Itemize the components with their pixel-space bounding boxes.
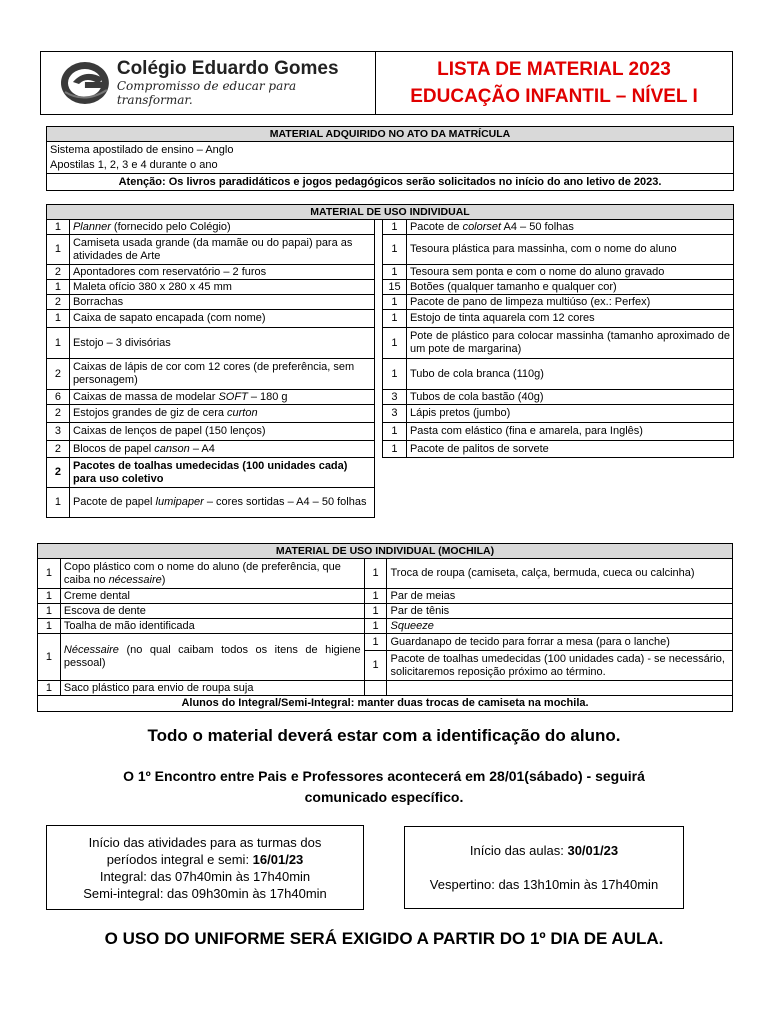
item: Par de meias <box>387 589 733 604</box>
qty <box>383 458 407 488</box>
item: Estojos grandes de giz de cera curton <box>69 405 374 423</box>
qty: 1 <box>364 634 387 651</box>
qty: 1 <box>364 651 387 681</box>
column-gap <box>375 280 383 295</box>
item: Tesoura sem ponta e com o nome do aluno gravado <box>406 265 733 280</box>
qty: 15 <box>383 280 407 295</box>
table-row <box>47 295 734 310</box>
item: Borrachas <box>69 295 374 310</box>
item: Caixas de lenços de papel (150 lenços) <box>69 423 374 441</box>
column-gap <box>375 423 383 441</box>
qty: 1 <box>47 310 70 328</box>
column-gap <box>375 488 383 518</box>
column-gap <box>375 441 383 458</box>
qty: 1 <box>383 235 407 265</box>
meeting-line-1: O 1º Encontro entre Pais e Professores acontecerá em 28/01(sábado) - seguirá <box>123 768 645 784</box>
qty: 1 <box>383 310 407 328</box>
table-row <box>38 589 733 604</box>
mochila-heading: MATERIAL DE USO INDIVIDUAL (MOCHILA) <box>38 544 733 559</box>
item: Pacote de palitos de sorvete <box>406 441 733 458</box>
item: Nécessaire (no qual caibam todos os itens de higiene pessoal) <box>60 634 364 681</box>
item: Pacote de toalhas umedecidas (100 unidades cada) - se necessário, solicitaremos reposição próximo ao término. <box>387 651 733 681</box>
identification-notice: Todo o material deverá estar com a identificação do aluno. <box>147 726 621 745</box>
activities-start-box <box>46 825 364 910</box>
table-row <box>47 280 734 295</box>
qty: 1 <box>383 441 407 458</box>
qty: 1 <box>383 220 407 235</box>
column-gap <box>375 310 383 328</box>
qty: 6 <box>47 390 70 405</box>
table-row <box>47 390 734 405</box>
activities-line-2-text: períodos integral e semi: <box>106 851 253 867</box>
qty <box>383 488 407 518</box>
table-row <box>38 604 733 619</box>
column-gap <box>375 390 383 405</box>
table-row <box>47 220 734 235</box>
column-gap <box>375 328 383 359</box>
qty: 1 <box>364 559 387 589</box>
item: Saco plástico para envio de roupa suja <box>60 681 364 696</box>
qty: 1 <box>38 589 61 604</box>
item: Tubos de cola bastão (40g) <box>406 390 733 405</box>
qty <box>364 681 387 696</box>
semi-integral-hours: Semi-integral: das 09h30min às 17h40min <box>83 885 327 901</box>
table-row <box>47 328 734 359</box>
item: Camiseta usada grande (da mamãe ou do papai) para as atividades de Arte <box>69 235 374 265</box>
qty: 1 <box>38 559 61 589</box>
table-row <box>47 235 734 265</box>
item: Squeeze <box>387 619 733 634</box>
qty: 1 <box>47 280 70 295</box>
classes-start-date: 30/01/23 <box>567 843 619 858</box>
qty: 1 <box>47 235 70 265</box>
qty: 2 <box>47 265 70 280</box>
table-row <box>47 423 734 441</box>
uniform-notice: O USO DO UNIFORME SERÁ EXIGIDO A PARTIR DO 1º DIA DE AULA. <box>104 929 664 948</box>
table-row <box>38 619 733 634</box>
table-row <box>38 634 733 651</box>
qty: 3 <box>383 405 407 423</box>
column-gap <box>375 458 383 488</box>
school-name: Colégio Eduardo Gomes <box>116 58 339 79</box>
item: Lápis pretos (jumbo) <box>406 405 733 423</box>
item: Copo plástico com o nome do aluno (de preferência, que caiba no nécessaire) <box>60 559 364 589</box>
item: Caixas de massa de modelar SOFT – 180 g <box>69 390 374 405</box>
item: Caixa de sapato encapada (com nome) <box>69 310 374 328</box>
qty: 1 <box>47 220 70 235</box>
individual-table <box>46 204 734 518</box>
activities-line-2 <box>47 851 363 868</box>
matricula-table <box>46 126 734 191</box>
title-line-1: LISTA DE MATERIAL 2023 <box>437 59 671 80</box>
vespertino-hours: Vespertino: das 13h10min às 17h40min <box>429 877 659 892</box>
item: Apontadores com reservatório – 2 furos <box>69 265 374 280</box>
item: Estojo de tinta aquarela com 12 cores <box>406 310 733 328</box>
column-gap <box>375 295 383 310</box>
item: Planner (fornecido pelo Colégio) <box>69 220 374 235</box>
school-slogan: Compromisso de educar para transformar. <box>116 79 297 107</box>
qty: 1 <box>47 488 70 518</box>
table-row <box>47 405 734 423</box>
table-row <box>47 359 734 390</box>
item: Pacotes de toalhas umedecidas (100 unidades cada) para uso coletivo <box>69 458 374 488</box>
item: Toalha de mão identificada <box>60 619 364 634</box>
qty: 1 <box>383 265 407 280</box>
column-gap <box>375 220 383 235</box>
qty: 1 <box>383 423 407 441</box>
title-line-2: EDUCAÇÃO INFANTIL – NÍVEL I <box>410 86 698 107</box>
item <box>406 458 733 488</box>
item <box>387 681 733 696</box>
matricula-line-1: Sistema apostilado de ensino – Anglo <box>50 143 234 156</box>
qty: 1 <box>364 619 387 634</box>
column-gap <box>375 359 383 390</box>
qty: 3 <box>383 390 407 405</box>
matricula-note: Atenção: Os livros paradidáticos e jogos pedagógicos serão solicitados no início do ano letivo de 2023. <box>47 174 734 191</box>
table-row <box>38 681 733 696</box>
mochila-table <box>37 543 733 712</box>
qty: 1 <box>47 328 70 359</box>
item: Par de tênis <box>387 604 733 619</box>
matricula-items <box>47 142 734 174</box>
qty: 1 <box>383 328 407 359</box>
item: Pacote de pano de limpeza multiúso (ex.: Perfex) <box>406 295 733 310</box>
classes-start-box <box>404 826 684 909</box>
qty: 1 <box>364 589 387 604</box>
qty: 1 <box>383 295 407 310</box>
table-row <box>47 441 734 458</box>
qty: 1 <box>38 681 61 696</box>
item: Tesoura plástica para massinha, com o nome do aluno <box>406 235 733 265</box>
item: Escova de dente <box>60 604 364 619</box>
table-row <box>47 488 734 518</box>
qty: 2 <box>47 359 70 390</box>
qty: 1 <box>38 634 61 681</box>
item: Pote de plástico para colocar massinha (tamanho aproximado de um pote de margarina) <box>406 328 733 359</box>
qty: 3 <box>47 423 70 441</box>
qty: 1 <box>364 604 387 619</box>
item: Guardanapo de tecido para forrar a mesa (para o lanche) <box>387 634 733 651</box>
item: Estojo – 3 divisórias <box>69 328 374 359</box>
item: Troca de roupa (camiseta, calça, bermuda, cueca ou calcinha) <box>387 559 733 589</box>
qty: 2 <box>47 405 70 423</box>
activities-line-1: Início das atividades para as turmas dos <box>88 834 322 850</box>
activities-start-date: 16/01/23 <box>252 851 304 867</box>
table-row <box>38 559 733 589</box>
item: Pacote de colorset A4 – 50 folhas <box>406 220 733 235</box>
column-gap <box>375 265 383 280</box>
document-title <box>376 52 732 114</box>
integral-hours: Integral: das 07h40min às 17h40min <box>99 868 311 884</box>
item: Creme dental <box>60 589 364 604</box>
table-row <box>47 310 734 328</box>
individual-heading: MATERIAL DE USO INDIVIDUAL <box>47 205 734 220</box>
item: Pacote de papel lumipaper – cores sortidas – A4 – 50 folhas <box>69 488 374 518</box>
qty: 1 <box>38 619 61 634</box>
meeting-line-2: comunicado específico. <box>304 789 464 805</box>
matricula-line-2: Apostilas 1, 2, 3 e 4 durante o ano <box>50 158 218 171</box>
column-gap <box>375 405 383 423</box>
item <box>406 488 733 518</box>
logo-block <box>41 52 376 114</box>
school-logo-icon <box>59 60 111 106</box>
qty: 2 <box>47 458 70 488</box>
meeting-notice <box>0 766 768 808</box>
column-gap <box>375 235 383 265</box>
qty: 1 <box>38 604 61 619</box>
individual-rows <box>47 220 734 518</box>
qty: 2 <box>47 295 70 310</box>
mochila-note: Alunos do Integral/Semi-Integral: manter duas trocas de camiseta na mochila. <box>38 696 733 712</box>
table-row <box>47 265 734 280</box>
table-row <box>47 458 734 488</box>
header <box>40 51 733 115</box>
classes-line-1 <box>405 842 683 859</box>
item: Blocos de papel canson – A4 <box>69 441 374 458</box>
item: Caixas de lápis de cor com 12 cores (de preferência, sem personagem) <box>69 359 374 390</box>
item: Pasta com elástico (fina e amarela, para Inglês) <box>406 423 733 441</box>
item: Maleta ofício 380 x 280 x 45 mm <box>69 280 374 295</box>
classes-line-1-text: Início das aulas: <box>469 843 568 858</box>
qty: 1 <box>383 359 407 390</box>
item: Botões (qualquer tamanho e qualquer cor) <box>406 280 733 295</box>
matricula-heading: MATERIAL ADQUIRIDO NO ATO DA MATRÍCULA <box>47 127 734 142</box>
qty: 2 <box>47 441 70 458</box>
item: Tubo de cola branca (110g) <box>406 359 733 390</box>
